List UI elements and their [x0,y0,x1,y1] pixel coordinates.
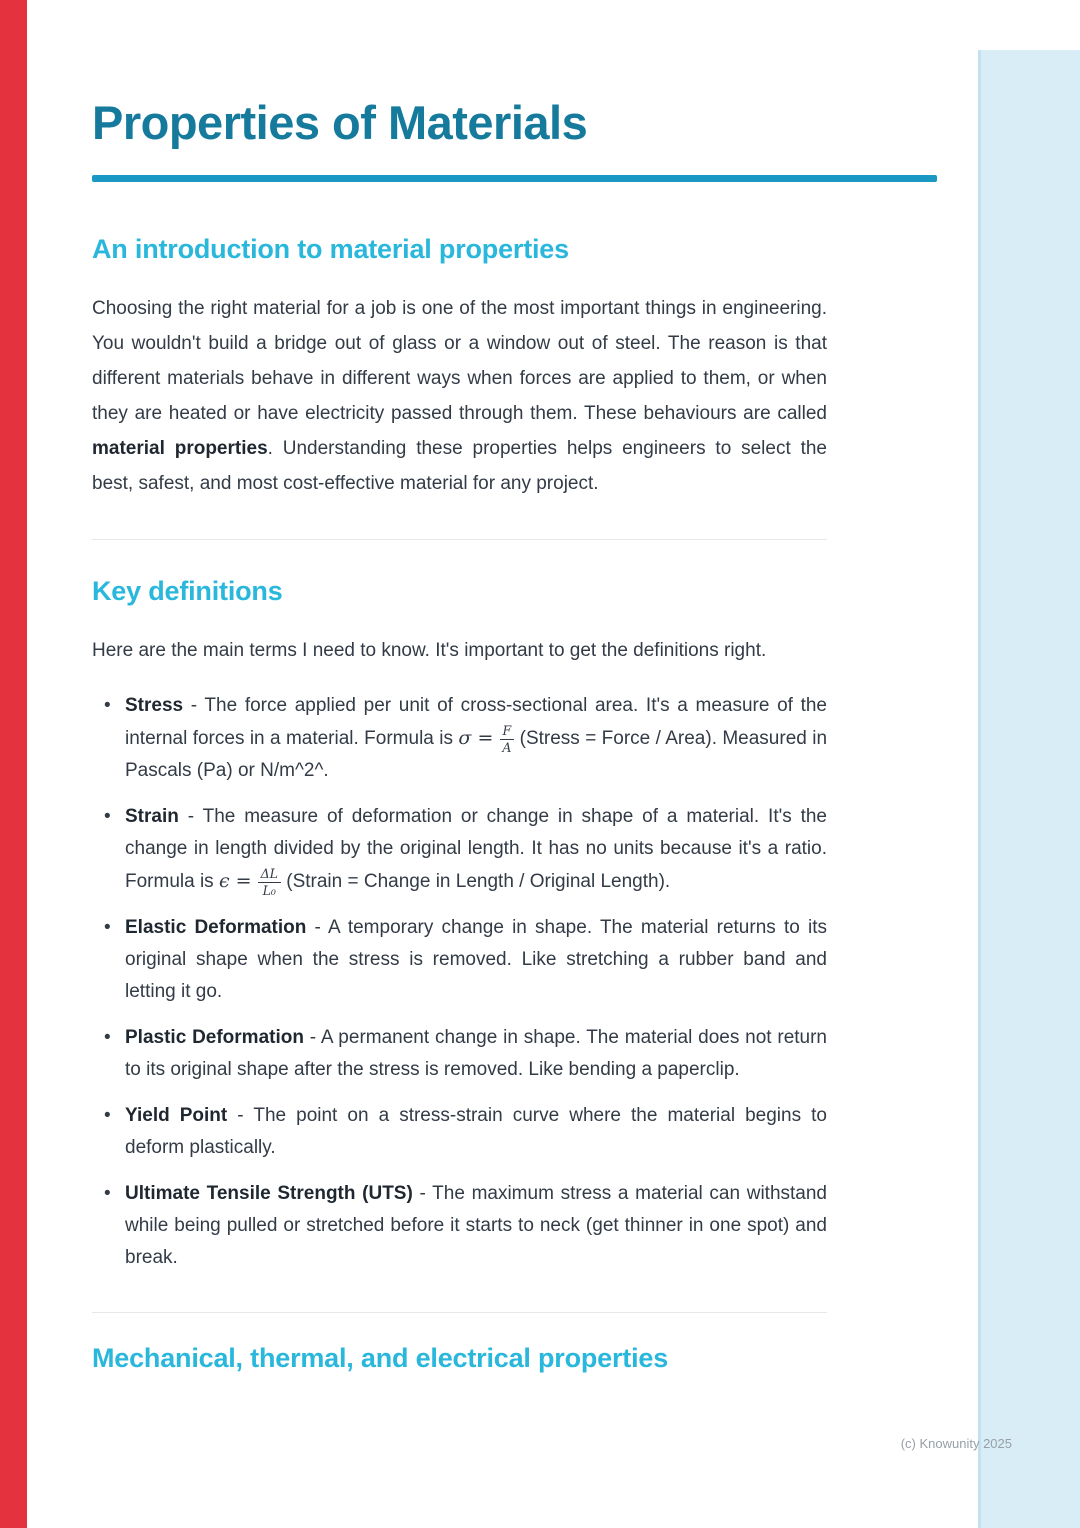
term-separator: - [303,1027,321,1049]
list-item-plastic-deformation [125,1022,827,1086]
fraction-denominator: L₀ [262,883,276,899]
section-heading-mechanical-thermal-electrical: Mechanical, thermal, and electrical properties [92,1343,669,1374]
intro-bold-term: material properties [92,438,268,460]
term-label: Plastic Deformation [125,1027,304,1049]
definition-text: A temporary change in shape. The material returns to its original shape when the stress is removed. Like stretching a rubber band and letting it go. [125,917,827,1003]
fraction-numerator: F [500,724,515,740]
fraction-denominator: A [502,740,512,756]
definition-text: A permanent change in shape. The material does not return to its original shape after the stress is removed. Like bending a paperclip. [125,1027,828,1081]
definition-text-after: (Strain = Change in Length / Original Length). [280,871,671,893]
intro-text-after: . Understanding these properties helps engineers to select the best, safest, and most cost-effective material for any project. [92,438,827,495]
list-item-stress [125,690,827,787]
term-separator: - [306,917,329,939]
intro-text-before: Choosing the right material for a job is one of the most important things in engineering. You wouldn't build a bridge out of glass or a window out of steel. The reason is that different materials behave in different ways when forces are applied to them, or when they are heated or have electricity passed through them. These behaviours are called [92,298,827,425]
list-item-strain [125,801,827,898]
term-label: Yield Point [125,1105,228,1127]
formula-lead: ϵ = [218,870,258,893]
document-content [92,0,937,1374]
intro-paragraph [92,291,827,501]
title-underline-bar [92,175,937,182]
formula-lead: σ = [458,727,500,750]
section-heading-introduction: An introduction to material properties [92,234,569,265]
term-label: Ultimate Tensile Strength (UTS) [125,1183,413,1205]
fraction [258,867,281,898]
right-blue-stripe [978,50,1080,1528]
term-separator: - [183,695,205,717]
term-separator: - [227,1105,254,1127]
fraction-numerator: ΔL [258,867,281,883]
term-separator: - [412,1183,433,1205]
section-divider [92,1312,827,1313]
definitions-list [92,690,827,1274]
fraction [500,724,515,755]
copyright-watermark: (c) Knowunity 2025 [900,1436,1012,1451]
list-item-ultimate-tensile-strength [125,1178,827,1274]
term-separator: - [178,806,203,828]
left-red-stripe [0,0,27,1528]
section-divider [92,539,827,540]
list-item-elastic-deformation [125,912,827,1008]
page-title: Properties of Materials [92,96,588,149]
definition-text: The point on a stress-strain curve where the material begins to deform plastically. [125,1105,827,1159]
stress-formula [458,723,514,756]
section-heading-key-definitions: Key definitions [92,576,283,607]
term-label: Stress [125,695,184,717]
definitions-intro-paragraph: Here are the main terms I need to know. It's important to get the definitions right. [92,640,767,662]
definition-text: The measure of deformation or change in shape of a material. It's the change in length divided by the original length. It has no units because it's a ratio. Formula is [125,806,828,893]
term-label: Strain [125,806,179,828]
strain-formula [218,866,281,899]
definition-text-after: (Stress = Force / Area). Measured in Pascals (Pa) or N/m^2^. [125,728,828,782]
list-item-yield-point [125,1100,827,1164]
definition-text: The force applied per unit of cross-sectional area. It's a measure of the internal forces in a material. Formula is [125,695,827,750]
term-label: Elastic Deformation [125,917,307,939]
definition-text: The maximum stress a material can withstand while being pulled or stretched before it starts to neck (get thinner in one spot) and break. [125,1183,828,1269]
